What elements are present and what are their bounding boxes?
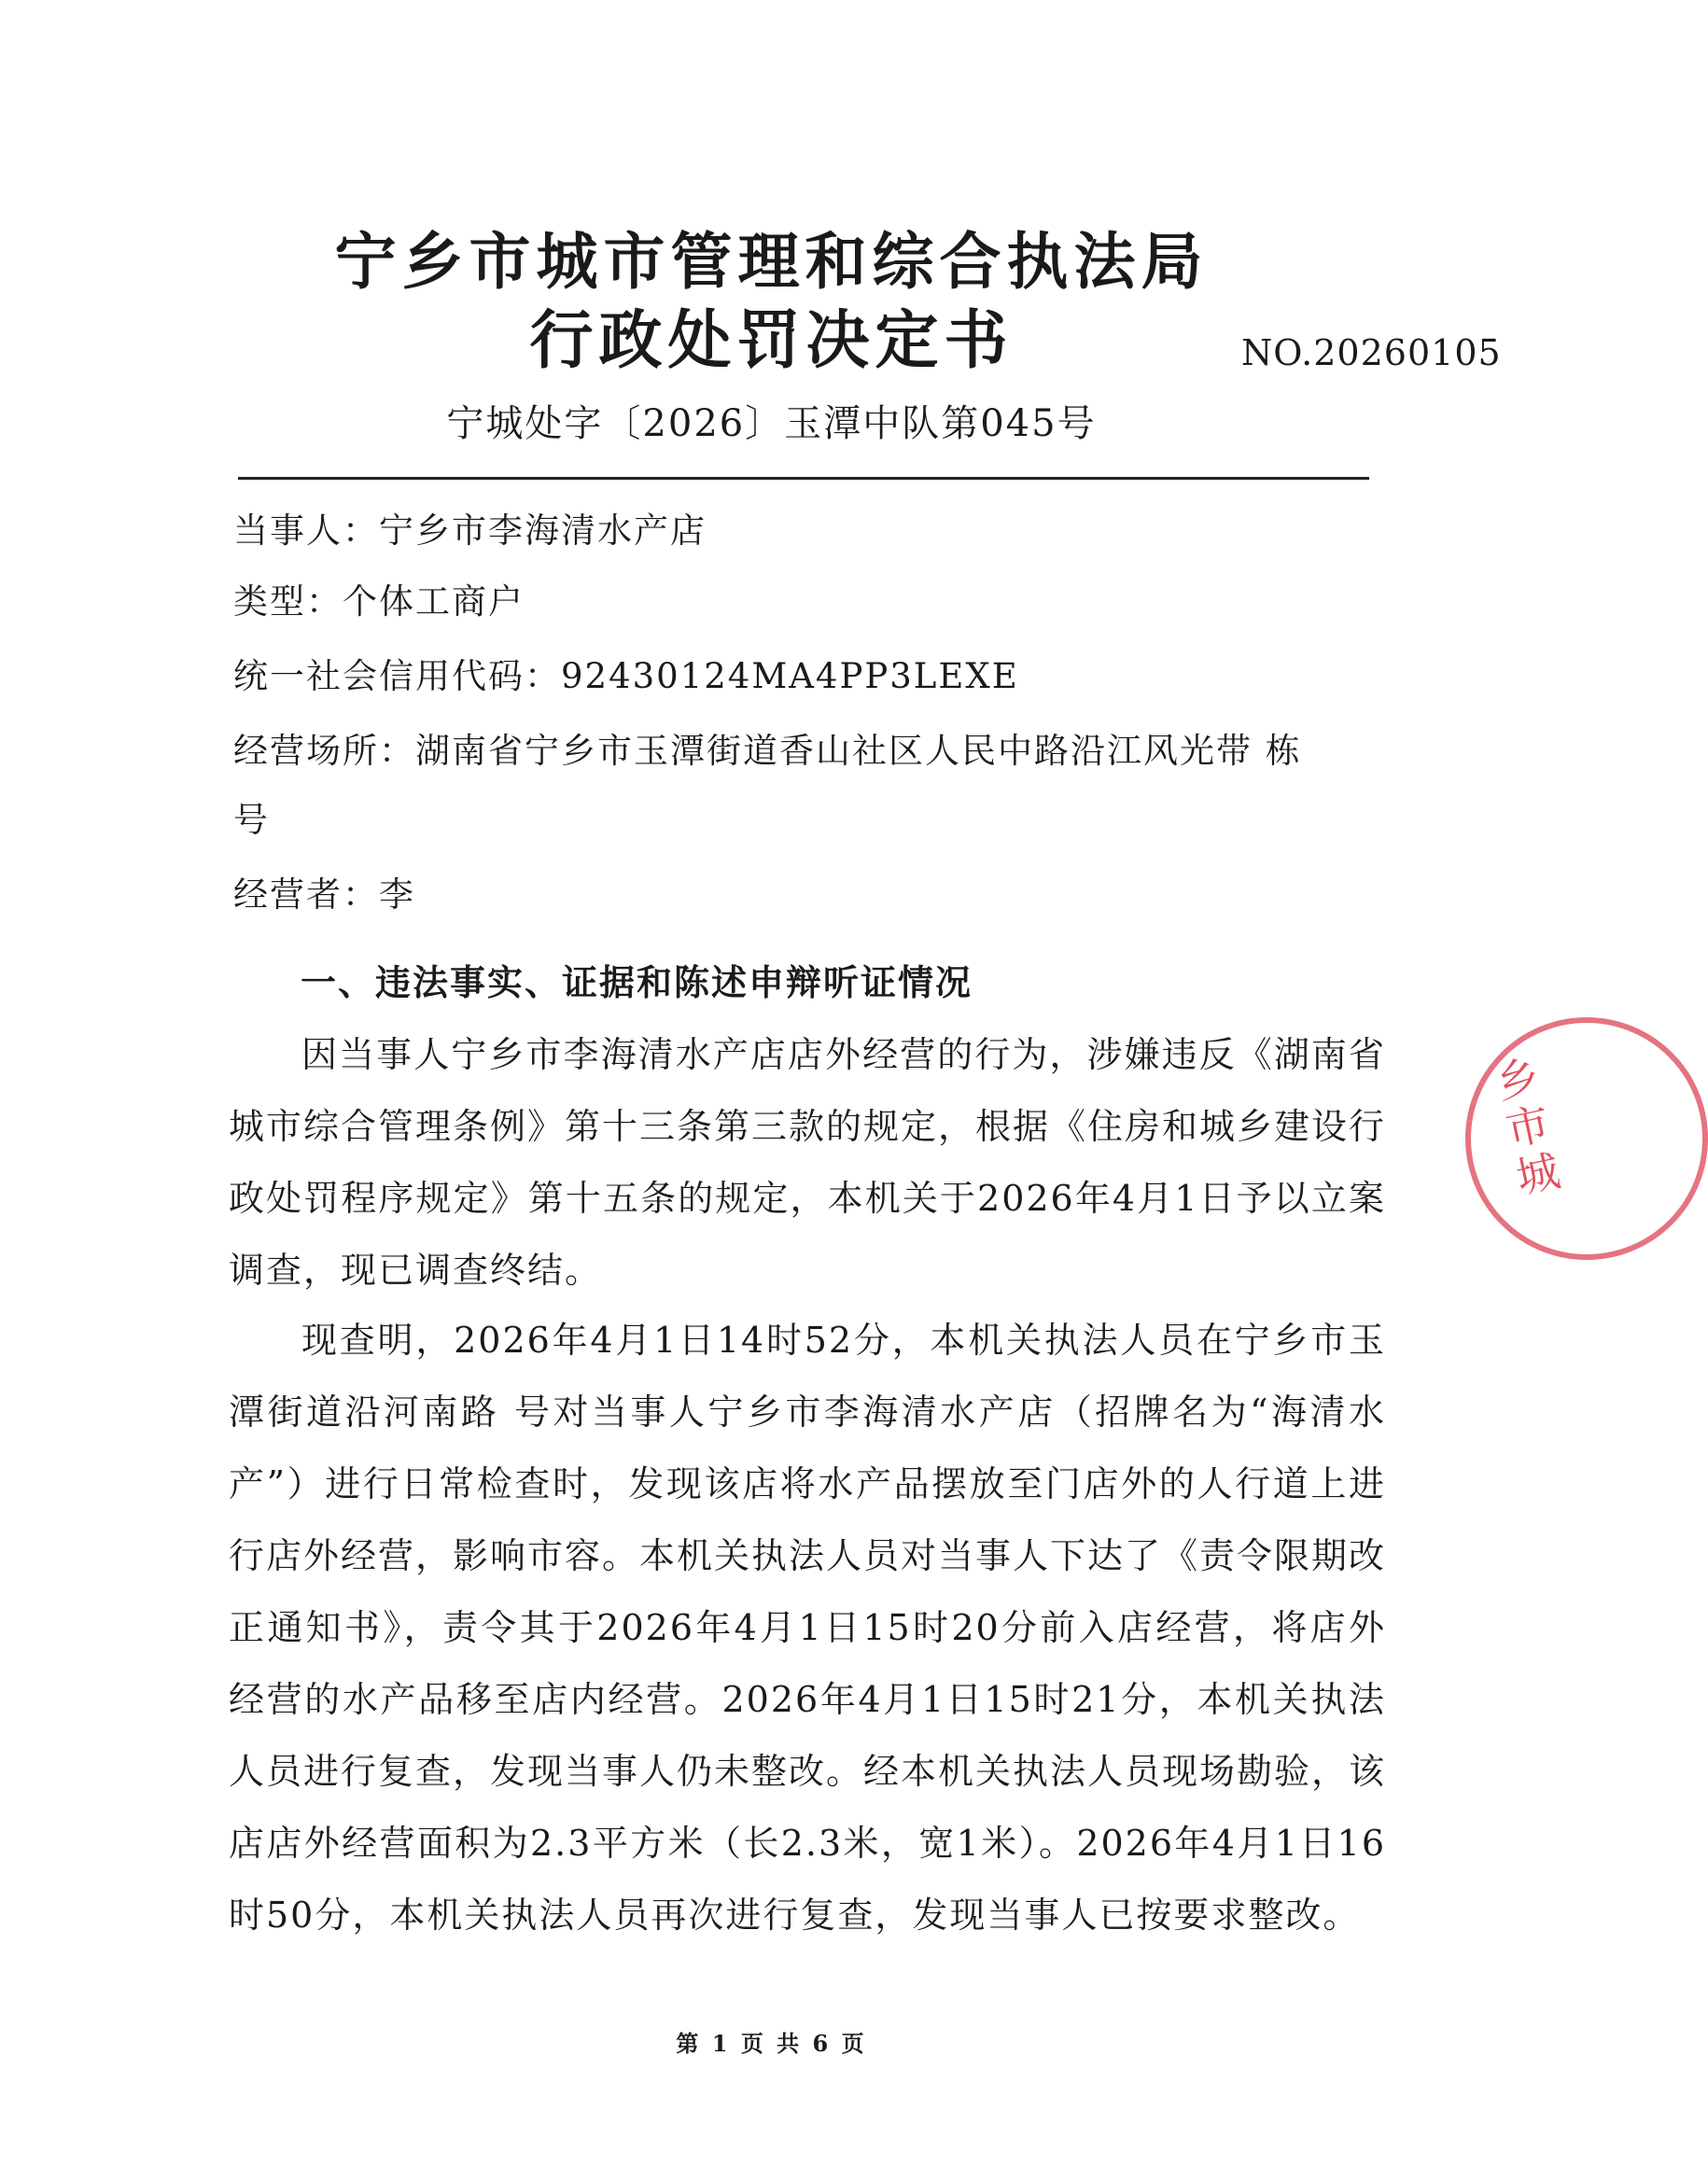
paragraph-case-filing: 因当事人宁乡市李海清水产店店外经营的行为，涉嫌违反《湖南省城市综合管理条例》第十三条第三款的规定，根据《住房和城乡建设行政处罚程序规定》第十五条的规定，本机关于2026年4月1日予以立案调查，现已调查终结。 [229,1034,1387,1291]
type-field: 类型：个体工商户 [233,581,525,622]
operator-field: 经营者：李 [233,874,415,915]
credit-code-field: 统一社会信用代码：92430124MA4PP3LEXE [233,656,1019,696]
reference-number: 宁城处字〔2026〕玉潭中队第045号 [446,402,1097,445]
header-divider [238,477,1369,480]
premises-field: 经营场所：湖南省宁乡市玉潭街道香山社区人民中路沿江风光带 栋 [233,731,1302,771]
premises-field-continued: 号 [233,800,270,840]
seal-text: 乡市城 [1491,1050,1564,1204]
page-indicator: 第 1 页 共 6 页 [676,2030,867,2057]
section-heading: 一、违法事实、证据和陈述申辩听证情况 [301,961,973,1003]
paragraph-findings: 现查明，2026年4月1日14时52分，本机关执法人员在宁乡市玉潭街道沿河南路 号对当事人宁乡市李海清水产店（招牌名为“海清水产”）进行日常检查时，发现该店将水产品摆放至门店外的人行道上进行店外经营，影响市容。本机关执法人员对当事人下达了《责令限期改正通知书》，责令其于2026年4月1日15时20分前入店经营，将店外经营的水产品移至店内经营。2026年4月1日15时21分，本机关执法人员进行复查，发现当事人仍未整改。经本机关执法人员现场勘验，该店店外经营面积为2.3平方米（长2.3米，宽1米）。2026年4月1日16时50分，本机关执法人员再次进行复查，发现当事人已按要求整改。 [229,1320,1387,1936]
document-number: NO.20260105 [1241,332,1502,373]
document-type-title: 行政处罚决定书 [529,303,1014,378]
official-seal [1465,1017,1708,1260]
party-field: 当事人：宁乡市李海清水产店 [233,511,707,551]
authority-title: 宁乡市城市管理和综合执法局 [334,225,1209,298]
